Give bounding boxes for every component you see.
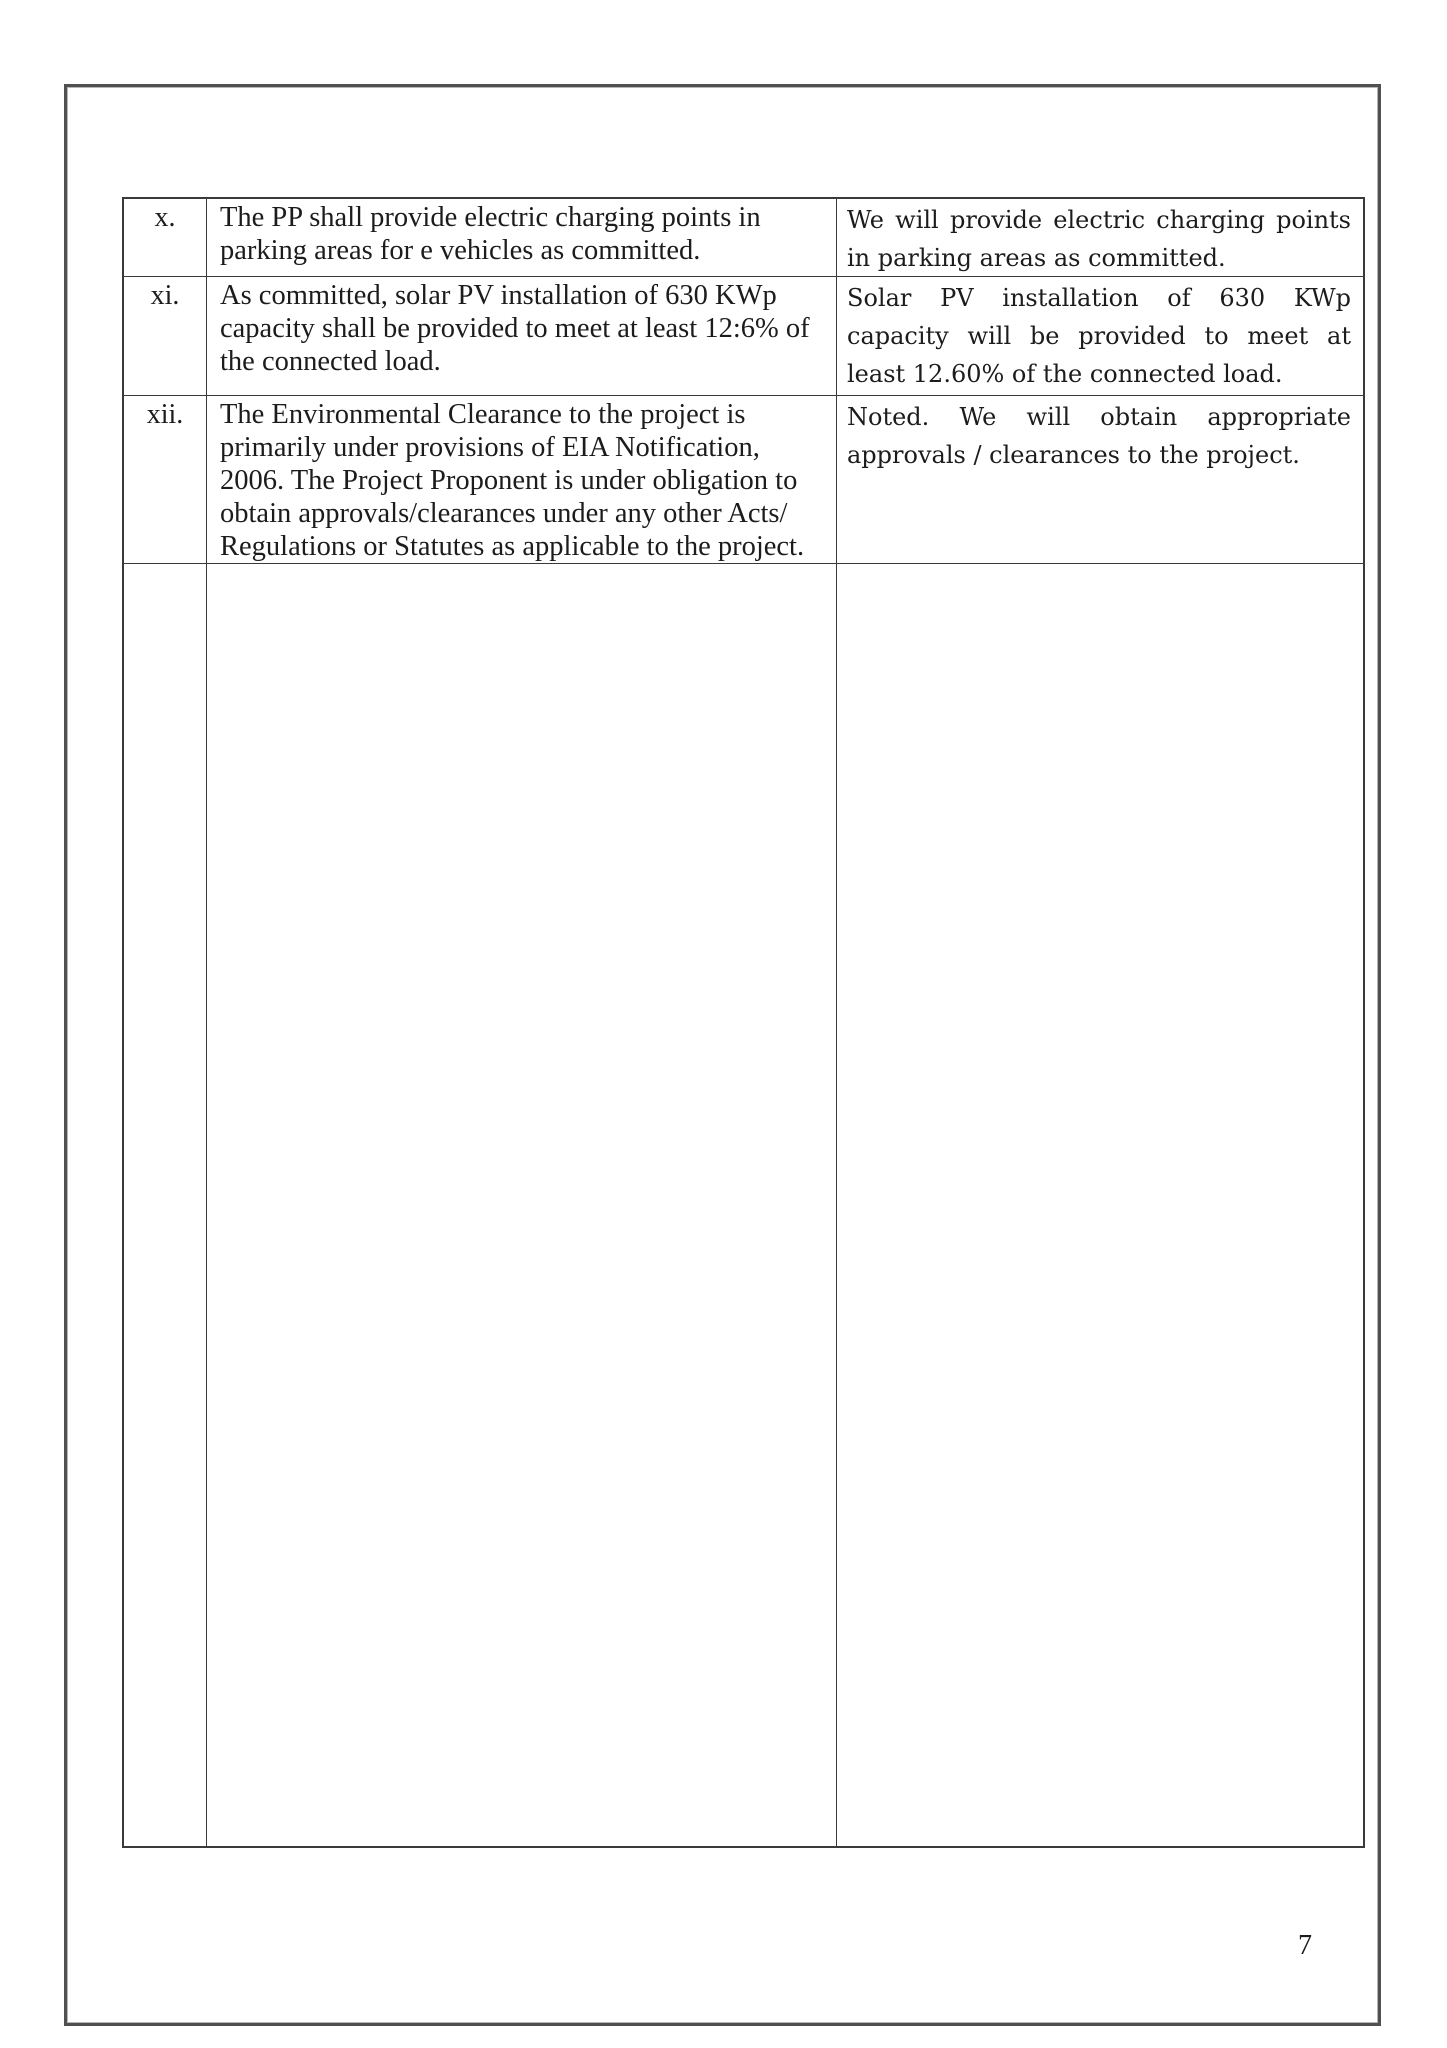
condition-line: The PP shall provide electric charging points in	[220, 202, 761, 233]
serial-cell	[124, 396, 207, 563]
reply-line: in parking areas as committed.	[847, 244, 1226, 272]
reply-cell	[837, 396, 1363, 563]
condition-line: As committed, solar PV installation of 630 KWp	[220, 280, 777, 311]
reply-line: approvals / clearances to the project.	[847, 441, 1300, 469]
table-row	[124, 396, 1363, 564]
serial-number: xii.	[146, 399, 184, 430]
condition-line: The Environmental Clearance to the project is	[220, 399, 746, 430]
condition-cell	[207, 396, 837, 563]
serial-cell	[124, 277, 207, 395]
reply-line: least 12.60% of the connected load.	[847, 360, 1283, 388]
condition-line: the connected load.	[220, 346, 441, 377]
condition-line: capacity shall be provided to meet at least 12:6% of	[220, 313, 810, 344]
empty-table-row	[124, 564, 1363, 1846]
condition-cell	[207, 199, 837, 276]
serial-cell	[124, 199, 207, 276]
reply-line: We will provide electric charging points	[847, 206, 1351, 234]
table-row	[124, 277, 1363, 396]
serial-cell	[124, 564, 207, 1846]
page-number: 7	[1298, 1930, 1312, 1961]
condition-line: parking areas for e vehicles as committed.	[220, 235, 701, 266]
reply-line: Noted. We will obtain appropriate	[847, 403, 1351, 431]
condition-line: 2006. The Project Proponent is under obligation to	[220, 465, 798, 496]
serial-number: xi.	[150, 280, 180, 311]
condition-line: primarily under provisions of EIA Notification,	[220, 432, 760, 463]
compliance-table	[122, 197, 1365, 1848]
reply-line: capacity will be provided to meet at	[847, 322, 1351, 350]
condition-line: Regulations or Statutes as applicable to the project.	[220, 531, 805, 562]
condition-line: obtain approvals/clearances under any other Acts/	[220, 498, 788, 529]
serial-number: x.	[154, 202, 176, 233]
condition-cell	[207, 564, 837, 1846]
reply-cell	[837, 564, 1363, 1846]
condition-cell	[207, 277, 837, 395]
reply-cell	[837, 199, 1363, 276]
reply-line: Solar PV installation of 630 KWp	[847, 284, 1351, 312]
reply-cell	[837, 277, 1363, 395]
table-row	[124, 199, 1363, 277]
